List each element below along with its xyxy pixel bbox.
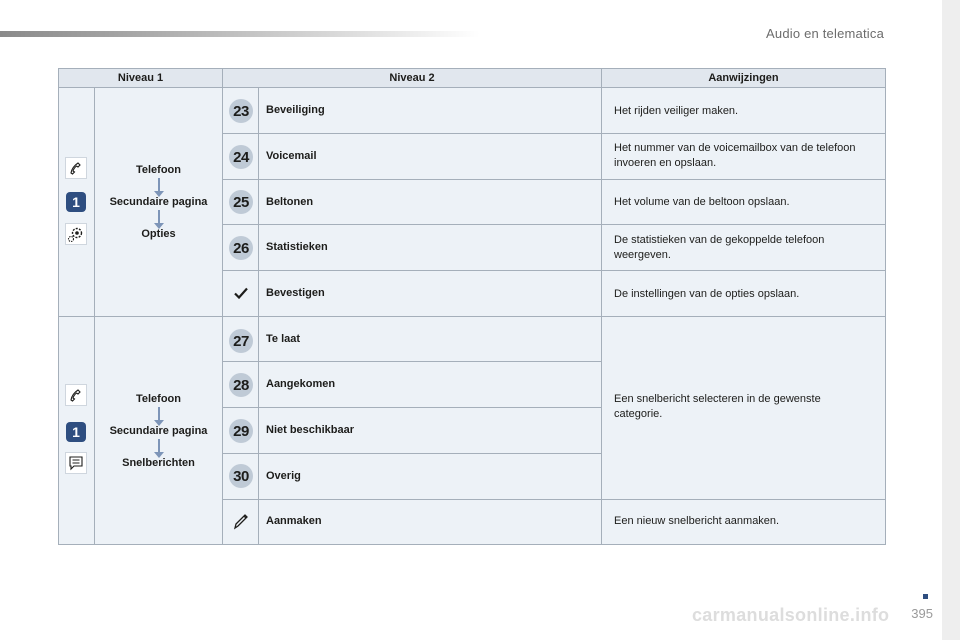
header-niveau-1	[58, 68, 223, 88]
section2-level-badge: 1	[66, 422, 86, 442]
number-27-badge: 27	[229, 329, 253, 353]
down-arrow-icon	[158, 178, 160, 192]
page-header-title: Audio en telematica	[766, 26, 884, 41]
path-step-secundaire-pagina: Secundaire pagina	[109, 196, 208, 208]
path-step-telefoon: Telefoon	[135, 392, 181, 405]
menu-item-beltonen: Beltonen	[266, 196, 314, 208]
menu-item-te-laat: Te laat	[266, 333, 301, 345]
header-niveau-2-label: Niveau 2	[389, 72, 435, 84]
path-step-opties: Opties	[141, 228, 176, 240]
header-niveau-2	[222, 68, 602, 88]
header-gradient-bar	[0, 31, 480, 37]
row-te-laat-label-cell	[258, 316, 602, 362]
menu-item-bevestigen: Bevestigen	[266, 287, 325, 299]
menu-item-niet-beschikbaar: Niet beschikbaar	[266, 424, 355, 436]
menu-item-statistieken: Statistieken	[266, 241, 328, 253]
menu-item-voicemail: Voicemail	[266, 150, 317, 162]
note-snelbericht-selecteren: Een snelbericht selecteren in de gewenste categorie.	[614, 393, 821, 420]
note-aanmaken: Een nieuw snelbericht aanmaken.	[614, 515, 780, 527]
number-23-badge: 23	[229, 99, 253, 123]
note-beltonen: Het volume van de beltoon opslaan.	[614, 196, 790, 208]
section1-level-badge: 1	[66, 192, 86, 212]
number-24-badge: 24	[229, 145, 253, 169]
page-marker	[923, 594, 928, 599]
section2-level1-path	[94, 316, 223, 545]
menu-item-aanmaken: Aanmaken	[266, 515, 322, 527]
header-aanwijzingen	[601, 68, 886, 88]
path-step-telefoon: Telefoon	[135, 164, 181, 176]
phone-icon	[65, 157, 87, 179]
page-number: 395	[911, 606, 933, 621]
number-26-badge: 26	[229, 236, 253, 260]
message-list-icon	[65, 452, 87, 474]
note-beveiliging: Het rijden veiliger maken.	[614, 105, 739, 117]
checkmark-icon	[232, 284, 250, 302]
down-arrow-icon	[158, 439, 160, 453]
number-30-badge: 30	[229, 464, 253, 488]
path-step-secundaire-pagina: Secundaire pagina	[109, 424, 208, 437]
section1-level1-path	[94, 87, 223, 317]
right-margin-strip	[942, 0, 960, 640]
header-aanwijzingen-label: Aanwijzingen	[708, 72, 779, 84]
watermark: carmanualsonline.info	[692, 605, 890, 625]
down-arrow-icon	[158, 407, 160, 421]
number-29-badge: 29	[229, 419, 253, 443]
note-bevestigen: De instellingen van de opties opslaan.	[614, 288, 800, 300]
phone-icon	[65, 384, 87, 406]
note-voicemail: Het nummer van de voicemailbox van de telefoon invoeren en opslaan.	[614, 142, 856, 169]
note-statistieken: De statistieken van de gekoppelde telefoon weergeven.	[614, 234, 825, 261]
number-28-badge: 28	[229, 373, 253, 397]
menu-item-overig: Overig	[266, 470, 301, 482]
path-step-snelberichten: Snelberichten	[122, 456, 195, 469]
menu-item-beveiliging: Beveiliging	[266, 104, 325, 116]
pen-icon	[231, 511, 251, 531]
menu-item-aangekomen: Aangekomen	[266, 378, 336, 390]
number-25-badge: 25	[229, 190, 253, 214]
header-niveau-1-label: Niveau 1	[117, 72, 164, 84]
down-arrow-icon	[158, 210, 160, 224]
settings-gear-icon	[65, 223, 87, 245]
row-overig-label-cell	[258, 453, 602, 500]
